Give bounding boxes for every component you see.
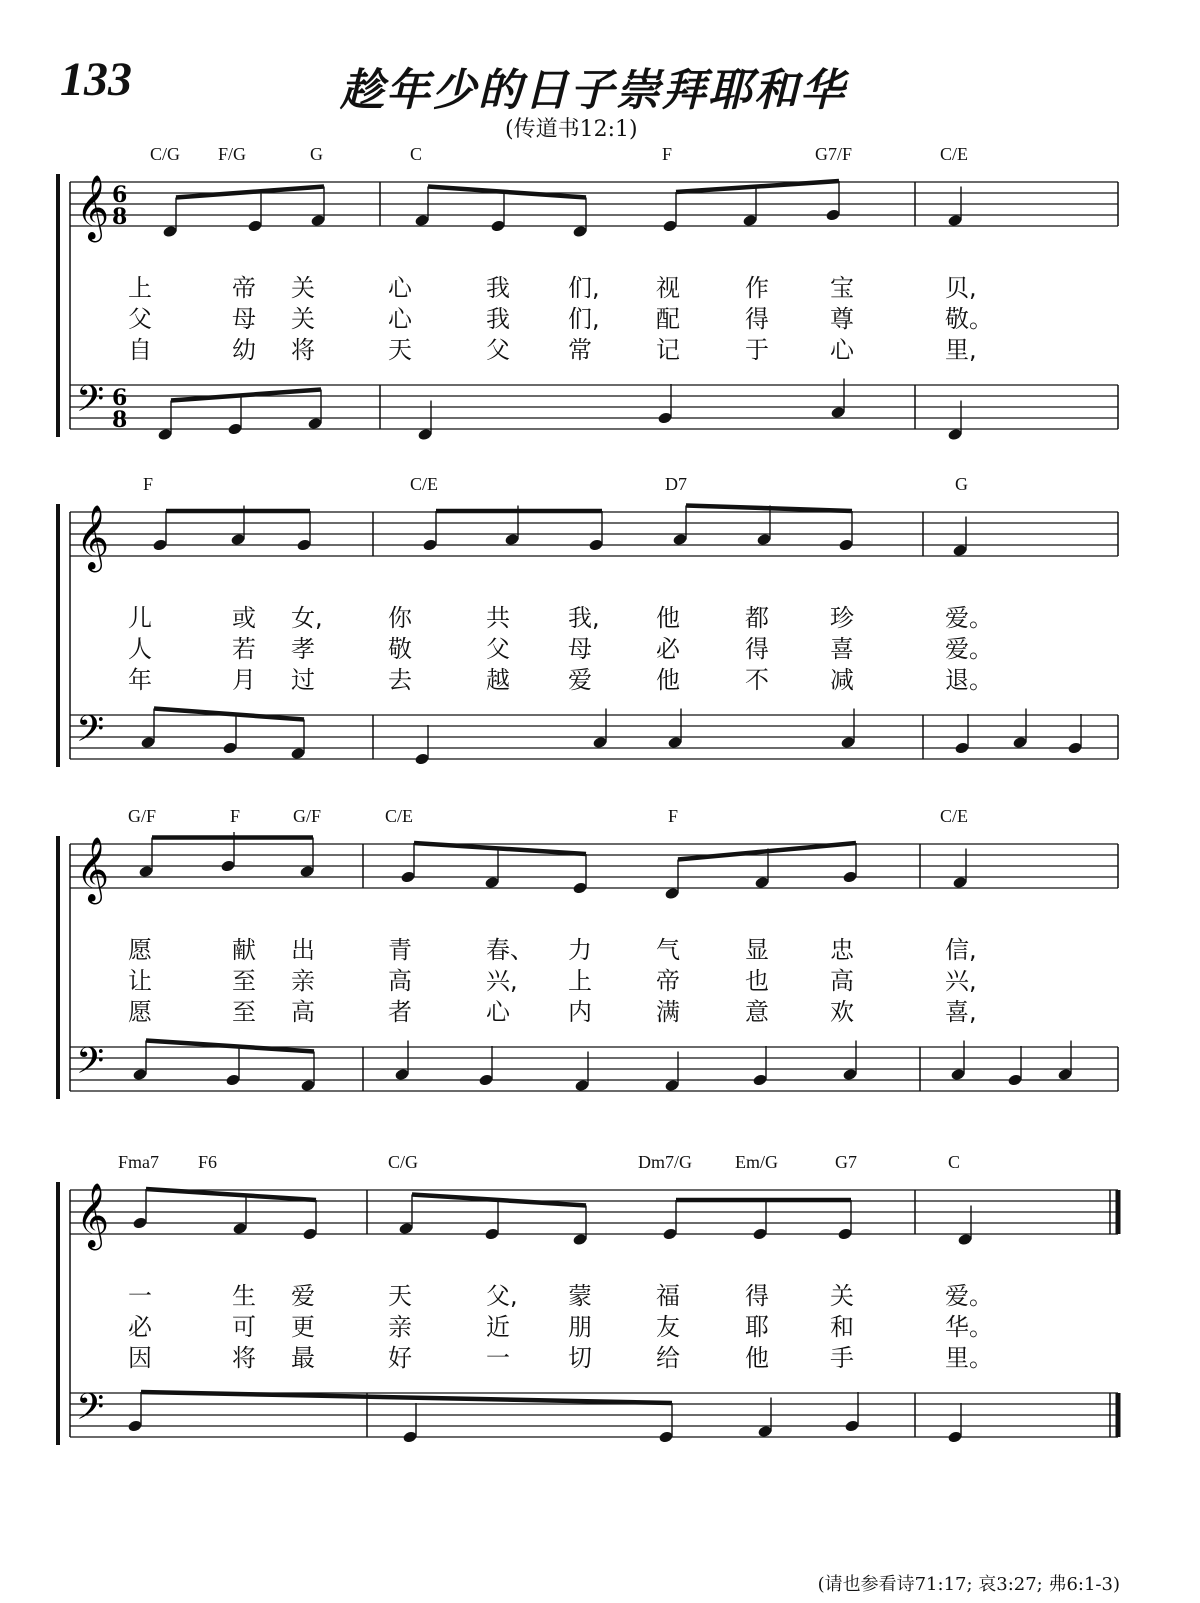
lyric-syllable: 宝 bbox=[830, 274, 854, 302]
lyric-syllable: 关 bbox=[291, 274, 315, 302]
lyric-syllable: 减 bbox=[830, 666, 854, 694]
lyric-syllable: 共 bbox=[486, 604, 510, 632]
lyric-syllable: 力 bbox=[568, 936, 592, 964]
lyric-syllable: 去 bbox=[388, 666, 412, 694]
lyric-syllable: 好 bbox=[388, 1344, 412, 1372]
lyric-syllable: 若 bbox=[232, 635, 256, 663]
lyric-syllable: 他 bbox=[656, 604, 680, 632]
chord-symbol: G bbox=[310, 144, 323, 164]
staff-system-graphic bbox=[0, 812, 1200, 1132]
lyric-syllable: 配 bbox=[656, 305, 680, 333]
lyric-syllable: 让 bbox=[128, 967, 152, 995]
lyric-syllable: 帝 bbox=[656, 967, 680, 995]
lyric-syllable: 你 bbox=[388, 604, 412, 632]
staff-system-graphic bbox=[0, 150, 1200, 470]
lyric-syllable: 高 bbox=[291, 998, 315, 1026]
lyric-syllable: 爱 bbox=[568, 666, 592, 694]
lyric-syllable: 近 bbox=[486, 1313, 510, 1341]
lyric-syllable: 将 bbox=[291, 336, 315, 364]
lyric-syllable: 愿 bbox=[128, 936, 152, 964]
note-beam bbox=[428, 187, 586, 198]
chord-symbol: D7 bbox=[665, 474, 687, 494]
lyric-syllable: 也 bbox=[745, 967, 769, 995]
lyric-syllable: 敬 bbox=[388, 635, 412, 663]
lyric-syllable: 女, bbox=[291, 604, 323, 632]
lyric-syllable: 上 bbox=[568, 967, 592, 995]
lyric-syllable: 天 bbox=[388, 1282, 412, 1310]
lyric-syllable: 手 bbox=[830, 1344, 854, 1372]
lyric-syllable: 更 bbox=[291, 1313, 315, 1341]
lyric-syllable: 天 bbox=[388, 336, 412, 364]
lyric-syllable: 珍 bbox=[830, 604, 854, 632]
chord-symbol: C/E bbox=[385, 806, 414, 826]
treble-clef-icon: 𝄞 bbox=[76, 505, 110, 570]
chord-symbol: C/E bbox=[940, 144, 969, 164]
lyric-syllable: 母 bbox=[232, 305, 256, 333]
chord-symbol: F bbox=[230, 806, 241, 826]
lyric-syllable: 气 bbox=[656, 936, 680, 964]
lyric-syllable: 心 bbox=[388, 274, 412, 302]
lyric-syllable: 青 bbox=[388, 936, 412, 964]
lyric-syllable: 喜, bbox=[945, 998, 977, 1026]
note-beam bbox=[171, 390, 321, 401]
chord-symbol: F6 bbox=[198, 1152, 218, 1172]
lyric-syllable: 父 bbox=[486, 336, 510, 364]
chord-symbol: C/G bbox=[388, 1152, 419, 1172]
time-signature: 8 bbox=[112, 204, 128, 230]
lyric-syllable: 愿 bbox=[128, 998, 152, 1026]
note-beam bbox=[686, 506, 852, 512]
chord-symbol: G/F bbox=[128, 806, 157, 826]
lyric-syllable: 人 bbox=[128, 635, 152, 663]
lyric-syllable: 过 bbox=[291, 666, 315, 694]
lyric-syllable: 满 bbox=[656, 998, 680, 1026]
lyric-syllable: 我 bbox=[486, 274, 510, 302]
hymn-title: 趁年少的日子崇拜耶和华 bbox=[340, 65, 846, 116]
lyric-syllable: 里, bbox=[945, 336, 977, 364]
lyric-syllable: 兴, bbox=[486, 967, 518, 995]
lyric-syllable: 一 bbox=[486, 1344, 510, 1372]
bass-clef-icon: 𝄢 bbox=[76, 1386, 105, 1437]
lyric-syllable: 献 bbox=[232, 936, 256, 964]
score-system bbox=[0, 144, 1200, 470]
lyric-syllable: 朋 bbox=[568, 1313, 592, 1341]
lyric-syllable: 关 bbox=[830, 1282, 854, 1310]
time-signature: 8 bbox=[112, 407, 128, 433]
lyric-syllable: 上 bbox=[128, 274, 152, 302]
lyric-syllable: 我 bbox=[486, 305, 510, 333]
lyric-syllable: 年 bbox=[128, 666, 152, 694]
staff-system-graphic bbox=[0, 1158, 1200, 1478]
lyric-syllable: 高 bbox=[830, 967, 854, 995]
note-beam bbox=[412, 1195, 586, 1206]
chord-symbol: C/G bbox=[150, 144, 181, 164]
lyric-syllable: 母 bbox=[568, 635, 592, 663]
chord-symbol: Fma7 bbox=[118, 1152, 160, 1172]
chord-symbol: G bbox=[955, 474, 968, 494]
lyric-syllable: 不 bbox=[745, 666, 769, 694]
bass-clef-icon: 𝄢 bbox=[76, 708, 105, 759]
lyric-syllable: 高 bbox=[388, 967, 412, 995]
lyric-syllable: 帝 bbox=[232, 274, 256, 302]
note-beam bbox=[678, 843, 856, 860]
lyric-syllable: 心 bbox=[830, 336, 854, 364]
lyric-syllable: 他 bbox=[745, 1344, 769, 1372]
lyric-syllable: 常 bbox=[568, 336, 592, 364]
lyric-syllable: 兴, bbox=[945, 967, 977, 995]
lyric-syllable: 切 bbox=[568, 1344, 592, 1372]
time-signature: 6 bbox=[112, 385, 128, 411]
treble-clef-icon: 𝄞 bbox=[76, 1183, 110, 1248]
lyric-syllable: 心 bbox=[388, 305, 412, 333]
treble-clef-icon: 𝄞 bbox=[76, 175, 110, 240]
lyric-syllable: 爱。 bbox=[945, 604, 993, 632]
score-system bbox=[0, 474, 1200, 800]
chord-symbol: Em/G bbox=[735, 1152, 778, 1172]
lyric-syllable: 里。 bbox=[945, 1344, 993, 1372]
lyric-syllable: 喜 bbox=[830, 635, 854, 663]
lyric-syllable: 出 bbox=[291, 936, 315, 964]
lyric-syllable: 将 bbox=[232, 1344, 256, 1372]
score-system bbox=[0, 806, 1200, 1132]
lyric-syllable: 耶 bbox=[745, 1313, 769, 1341]
lyric-syllable: 华。 bbox=[945, 1313, 993, 1341]
chord-symbol: C bbox=[948, 1152, 961, 1172]
lyric-syllable: 亲 bbox=[388, 1313, 412, 1341]
lyric-syllable: 自 bbox=[128, 336, 152, 364]
lyric-syllable: 福 bbox=[656, 1282, 680, 1310]
lyric-syllable: 春、 bbox=[486, 936, 534, 964]
lyric-syllable: 都 bbox=[745, 604, 769, 632]
lyric-syllable: 儿 bbox=[128, 604, 152, 632]
lyric-syllable: 欢 bbox=[830, 998, 854, 1026]
lyric-syllable: 视 bbox=[656, 274, 680, 302]
chord-symbol: C/E bbox=[410, 474, 439, 494]
lyric-syllable: 者 bbox=[388, 998, 412, 1026]
lyric-syllable: 作 bbox=[745, 274, 769, 302]
lyric-syllable: 月 bbox=[232, 666, 256, 694]
lyric-syllable: 爱。 bbox=[945, 1282, 993, 1310]
lyric-syllable: 记 bbox=[656, 336, 680, 364]
lyric-syllable: 信, bbox=[945, 936, 977, 964]
note-beam bbox=[146, 1041, 314, 1052]
lyric-syllable: 我, bbox=[568, 604, 600, 632]
lyric-syllable: 他 bbox=[656, 666, 680, 694]
chord-symbol: F bbox=[662, 144, 673, 164]
lyric-syllable: 蒙 bbox=[568, 1282, 592, 1310]
lyric-syllable: 必 bbox=[128, 1313, 152, 1341]
note-beam bbox=[176, 187, 324, 198]
lyric-syllable: 幼 bbox=[232, 336, 256, 364]
chord-symbol: C bbox=[410, 144, 423, 164]
chord-symbol: Dm7/G bbox=[638, 1152, 692, 1172]
chord-symbol: C/E bbox=[940, 806, 969, 826]
treble-clef-icon: 𝄞 bbox=[76, 837, 110, 902]
lyric-syllable: 们, bbox=[568, 305, 600, 333]
lyric-syllable: 们, bbox=[568, 274, 600, 302]
staff-system-graphic bbox=[0, 480, 1200, 800]
lyric-syllable: 父 bbox=[128, 305, 152, 333]
lyric-syllable: 孝 bbox=[291, 635, 315, 663]
lyric-syllable: 爱。 bbox=[945, 635, 993, 663]
chord-symbol: F bbox=[143, 474, 154, 494]
lyric-syllable: 内 bbox=[568, 998, 592, 1026]
bass-clef-icon: 𝄢 bbox=[76, 378, 105, 429]
note-beam bbox=[414, 843, 586, 854]
lyric-syllable: 生 bbox=[232, 1282, 256, 1310]
chord-symbol: G7/F bbox=[815, 144, 853, 164]
lyric-syllable: 敬。 bbox=[945, 305, 993, 333]
lyric-syllable: 关 bbox=[291, 305, 315, 333]
lyric-syllable: 爱 bbox=[291, 1282, 315, 1310]
lyric-syllable: 意 bbox=[745, 998, 769, 1026]
note-beam bbox=[676, 181, 839, 192]
lyric-syllable: 显 bbox=[745, 936, 769, 964]
lyric-syllable: 尊 bbox=[830, 305, 854, 333]
lyric-syllable: 一 bbox=[128, 1282, 152, 1310]
lyric-syllable: 给 bbox=[656, 1344, 680, 1372]
lyric-syllable: 忠 bbox=[830, 936, 854, 964]
time-signature: 6 bbox=[112, 182, 128, 208]
lyric-syllable: 父, bbox=[486, 1282, 518, 1310]
lyric-syllable: 最 bbox=[291, 1344, 315, 1372]
lyric-syllable: 必 bbox=[656, 635, 680, 663]
lyric-syllable: 心 bbox=[486, 998, 510, 1026]
chord-symbol: G7 bbox=[835, 1152, 857, 1172]
bass-clef-icon: 𝄢 bbox=[76, 1040, 105, 1091]
lyric-syllable: 得 bbox=[745, 1282, 769, 1310]
lyric-syllable: 可 bbox=[232, 1313, 256, 1341]
lyric-syllable: 越 bbox=[486, 666, 510, 694]
lyric-syllable: 退。 bbox=[945, 666, 993, 694]
lyric-syllable: 于 bbox=[745, 336, 769, 364]
lyric-syllable: 父 bbox=[486, 635, 510, 663]
lyric-syllable: 至 bbox=[232, 967, 256, 995]
chord-symbol: G/F bbox=[293, 806, 322, 826]
lyric-syllable: 亲 bbox=[291, 967, 315, 995]
note-beam bbox=[154, 709, 304, 720]
chord-symbol: F bbox=[668, 806, 679, 826]
score-system bbox=[0, 1152, 1200, 1478]
note-beam bbox=[146, 1189, 316, 1200]
lyric-syllable: 因 bbox=[128, 1344, 152, 1372]
see-also-footnote: (请也参看诗71:17; 哀3:27; 弗6:1-3) bbox=[817, 1574, 1120, 1595]
lyric-syllable: 友 bbox=[656, 1313, 680, 1341]
scripture-reference: (传道书12:1) bbox=[505, 117, 638, 142]
note-beam bbox=[141, 1392, 672, 1403]
lyric-syllable: 或 bbox=[232, 604, 256, 632]
lyric-syllable: 至 bbox=[232, 998, 256, 1026]
hymn-number: 133 bbox=[60, 53, 132, 106]
lyric-syllable: 贝, bbox=[945, 274, 977, 302]
lyric-syllable: 得 bbox=[745, 635, 769, 663]
lyric-syllable: 和 bbox=[830, 1313, 854, 1341]
chord-symbol: F/G bbox=[218, 144, 247, 164]
lyric-syllable: 得 bbox=[745, 305, 769, 333]
